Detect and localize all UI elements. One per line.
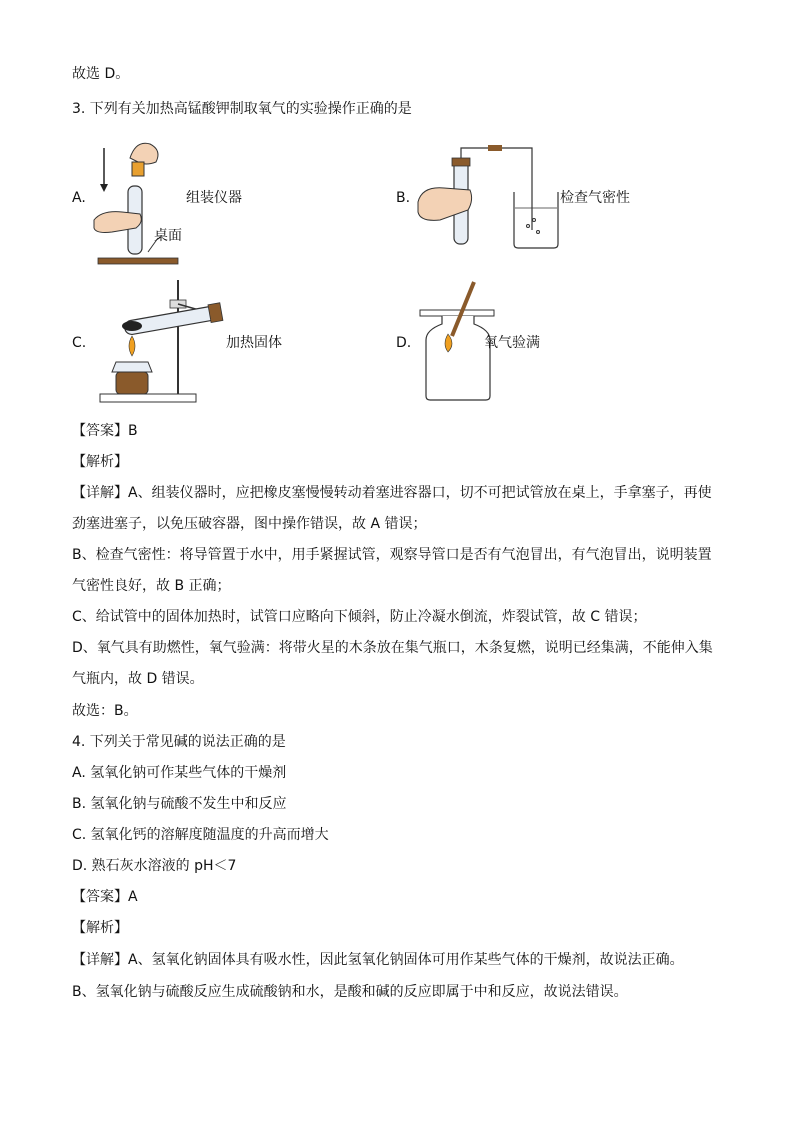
question-4-option-b: B. 氢氧化钠与硫酸不发生中和反应 <box>72 796 287 812</box>
detail-3-line-2: 劲塞进塞子，以免压破容器，图中操作错误，故 A 错误； <box>72 516 427 532</box>
option-a-desk-label: 桌面 <box>154 228 182 244</box>
question-4: 4. 下列关于常见碱的说法正确的是 <box>72 734 286 750</box>
detail-4-line-1: 【详解】A、氢氧化钠固体具有吸水性，因此氢氧化钠固体可用作某些气体的干燥剂，故说法正确。 <box>72 952 684 968</box>
question-4-option-c: C. 氢氧化钙的溶解度随温度的升高而增大 <box>72 827 329 843</box>
detail-4-line-2: B、氢氧化钠与硫酸反应生成硫酸钠和水，是酸和碱的反应即属于中和反应，故说法错误。 <box>72 984 628 1000</box>
detail-3-line-5: C、给试管中的固体加热时，试管口应略向下倾斜，防止冷凝水倒流，炸裂试管，故 C 错误； <box>72 609 647 625</box>
answer-3: 【答案】B <box>72 423 138 439</box>
answer-4: 【答案】A <box>72 889 138 905</box>
detail-3-line-1: 【详解】A、组装仪器时，应把橡皮塞慢慢转动着塞进容器口，切不可把试管放在桌上，手拿塞子，再使 <box>72 485 712 501</box>
option-d-caption: 氧气验满 <box>484 335 540 351</box>
detail-3-line-7: 气瓶内，故 D 错误。 <box>72 671 204 687</box>
conclusion-3: 故选：B。 <box>72 703 138 719</box>
option-c-letter: C. <box>72 335 87 351</box>
option-c-caption: 加热固体 <box>226 335 282 351</box>
analysis-4-heading: 【解析】 <box>72 920 128 936</box>
question-4-option-a: A. 氢氧化钠可作某些气体的干燥剂 <box>72 765 287 781</box>
check-airtightness-figure <box>414 140 564 252</box>
option-b-caption: 检查气密性 <box>560 190 630 206</box>
option-a-caption: 组装仪器 <box>186 190 242 206</box>
option-a-letter: A. <box>72 190 86 206</box>
question-3: 3. 下列有关加热高锰酸钾制取氧气的实验操作正确的是 <box>72 101 412 117</box>
analysis-3-heading: 【解析】 <box>72 454 128 470</box>
detail-3-line-4: 气密性良好，故 B 正确； <box>72 578 231 594</box>
detail-3-line-3: B、检查气密性：将导管置于水中，用手紧握试管，观察导管口是否有气泡冒出，有气泡冒出，说明装置 <box>72 547 712 563</box>
assemble-apparatus-figure <box>92 140 182 270</box>
option-d-letter: D. <box>396 335 412 351</box>
detail-3-line-6: D、氧气具有助燃性，氧气验满：将带火星的木条放在集气瓶口，木条复燃，说明已经集满，不能伸入集 <box>72 640 713 656</box>
option-b-letter: B. <box>396 190 411 206</box>
prev-answer-line: 故选 D。 <box>72 66 130 82</box>
heat-solid-figure <box>98 276 228 406</box>
question-4-option-d: D. 熟石灰水溶液的 pH＜7 <box>72 858 237 874</box>
